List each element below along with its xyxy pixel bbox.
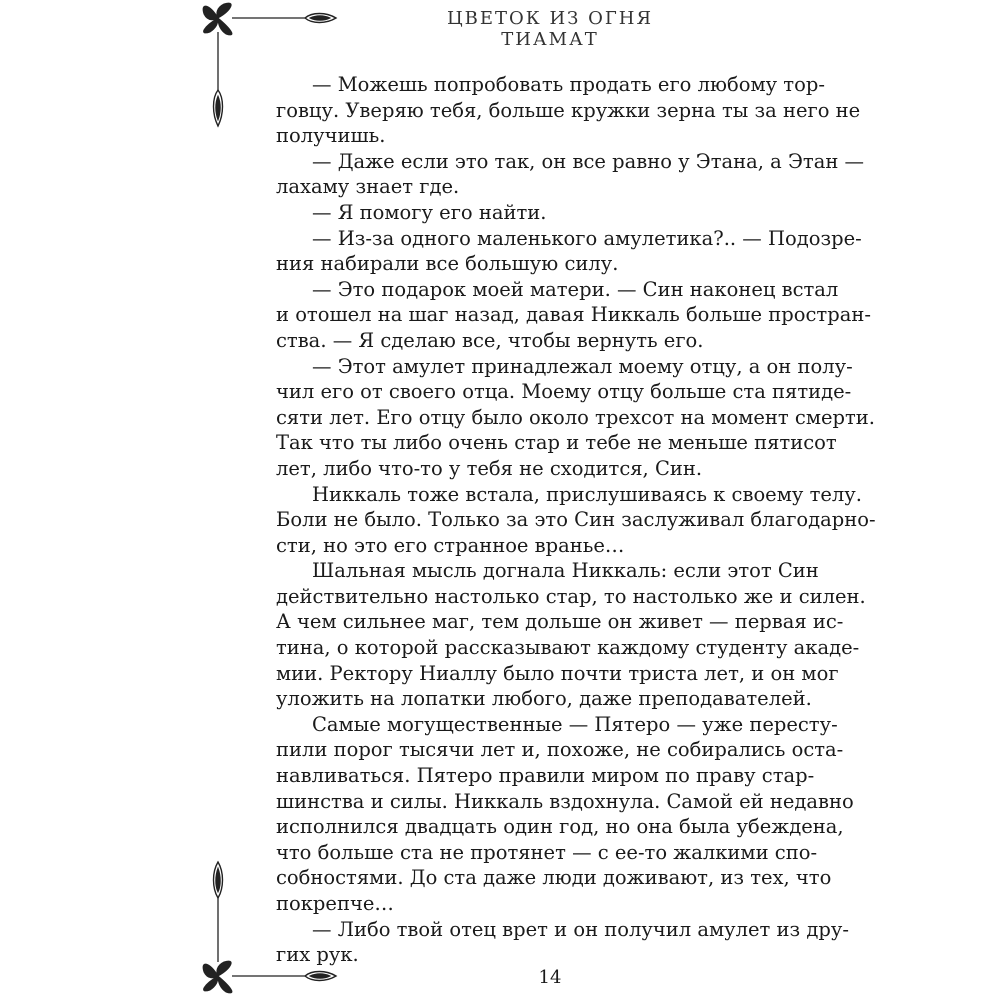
text-line: Никкаль тоже встала, прислушиваясь к своему телу.	[312, 482, 862, 506]
text-line: гих рук.	[276, 943, 359, 967]
text-line: — Это подарок моей матери. — Син наконец встал	[312, 277, 839, 301]
text-line: действительно настолько стар, то настолько же и силен.	[276, 584, 866, 608]
text-line: — Я помогу его найти.	[312, 200, 547, 224]
text-line: что больше ста не протянет — с ее-то жалкими спо-	[276, 840, 818, 864]
text-line: Самые могущественные — Пятеро — уже пересту-	[312, 712, 838, 736]
text-line: — Либо твой отец врет и он получил амулет из дру-	[312, 917, 849, 941]
text-line: — Этот амулет принадлежал моему отцу, а он полу-	[312, 354, 853, 378]
text-line: ства. — Я сделаю все, чтобы вернуть его.	[276, 328, 704, 352]
page-number: 14	[538, 967, 562, 988]
text-line: уложить на лопатки любого, даже преподавателей.	[276, 687, 812, 711]
text-line: лет, либо что-то у тебя не сходится, Син.	[276, 456, 703, 480]
text-line: навливаться. Пятеро правили миром по праву стар-	[276, 764, 815, 788]
text-line: исполнился двадцать один год, но она была убеждена,	[276, 815, 844, 839]
text-line: лахаму знает где.	[276, 175, 460, 199]
text-line: Шальная мысль догнала Никкаль: если этот Син	[312, 559, 819, 583]
text-line: пили порог тысячи лет и, похоже, не собирались оста-	[276, 738, 844, 762]
text-line: — Из-за одного маленького амулетика?.. — Подозре-	[312, 226, 862, 250]
text-line: сяти лет. Его отцу было около трехсот на момент смерти.	[276, 405, 875, 429]
text-line: получишь.	[276, 124, 386, 148]
text-line: мии. Ректору Ниаллу было почти триста лет, и он мог	[276, 661, 839, 685]
running-header: ЦВЕТОК ИЗ ОГНЯ ТИАМАТ	[446, 8, 654, 50]
text-line: шинства и силы. Никкаль вздохнула. Самой ей недавно	[276, 789, 854, 813]
text-line: — Даже если это так, он все равно у Этана, а Этан —	[312, 149, 865, 173]
text-line: тина, о которой рассказывают каждому студенту акаде-	[276, 636, 860, 660]
text-line: и отошел на шаг назад, давая Никкаль больше простран-	[276, 303, 871, 327]
text-line: чил его от своего отца. Моему отцу больше ста пятиде-	[276, 380, 852, 404]
text-line: ния набирали все большую силу.	[276, 252, 619, 276]
text-line: говцу. Уверяю тебя, больше кружки зерна ты за него не	[276, 98, 861, 122]
text-line: Боли не было. Только за это Син заслуживал благодарно-	[276, 508, 876, 532]
text-line: покрепче…	[276, 892, 394, 915]
body-text	[276, 72, 876, 968]
text-line: А чем сильнее маг, тем дольше он живет — первая ис-	[276, 610, 844, 634]
text-line: собностями. До ста даже люди доживают, из тех, что	[276, 866, 832, 890]
text-line: сти, но это его странное вранье…	[276, 533, 625, 557]
text-line: — Можешь попробовать продать его любому тор-	[312, 73, 825, 96]
text-line: Так что ты либо очень стар и тебе не меньше пятисот	[276, 431, 837, 455]
